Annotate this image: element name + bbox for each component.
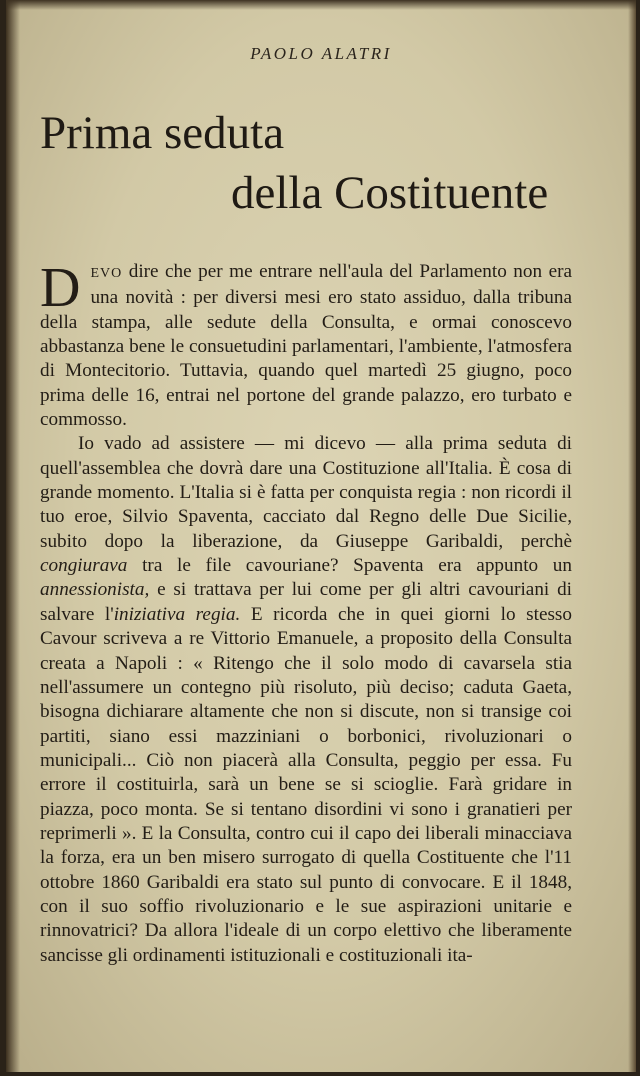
page-shadow-top bbox=[6, 0, 636, 10]
paragraph-2-text-c: e si trattava per lui come per gli altri cavouriani di salvare l' bbox=[40, 579, 572, 625]
paragraph-1-text: dire che per me entrare nell'aula del Parlamento non era una novità : per diversi mesi ero stato assiduo, dalla tribuna della stampa, alle sedute della Consulta, e ormai conoscevo abbastanza bene le consuetudini parlamentari, l'ambiente, l'atmosfera di Montecitorio. Tuttavia, quando quel martedì 25 giugno, poco prima delle 16, entrai nel portone del grande palazzo, ero turbato e commosso. bbox=[40, 261, 572, 431]
paragraph-2 bbox=[40, 432, 572, 968]
book-page bbox=[6, 0, 636, 1072]
article-body bbox=[40, 257, 572, 968]
paragraph-1 bbox=[40, 257, 572, 432]
page-shadow-left bbox=[6, 0, 20, 1072]
page-shadow-right bbox=[628, 0, 636, 1072]
drop-cap: D bbox=[40, 257, 81, 319]
paragraph-2-italic-1: congiurava bbox=[40, 555, 128, 577]
paragraph-1-lead: EVO bbox=[90, 266, 123, 281]
article-title-line-1: Prima seduta bbox=[40, 107, 285, 159]
paragraph-2-text-d: E ricorda che in quei giorni lo stesso Cavour scriveva a re Vittorio Emanuele, a proposito della Consulta creata a Napoli : « Ritengo che il solo modo di cavarsela stia nell'assumere un contegno più risoluto, più deciso; caduta Gaeta, bisogna dichiarare altamente che non si discute, non si transige coi partiti, siano essi mazziniani o borbonici, rivoluzionari o municipali... Ciò non piacerà alla Consulta, peggio per essa. Fu errore il costituirla, sarà un bene se si scioglie. Farà gridare in piazza, poco monta. Se si tentano disordini vi sono i granatieri per reprimerli ». E la Consulta, contro cui il capo dei liberali minacciava la forza, era un ben misero surrogato di quella Costituente che l'11 ottobre 1860 Garibaldi era stato sul punto di convocare. E il 1848, con il suo soffio rivoluzionario e le sue aspirazioni unitarie e rinnovatrici? Da allora l'ideale di un corpo elettivo che liberamente sancisse gli ordinamenti istituzionali e costituzionali ita- bbox=[40, 603, 572, 966]
article-title-line-2: della Costituente bbox=[231, 167, 549, 219]
paragraph-2-italic-3: iniziativa regia. bbox=[113, 603, 241, 625]
paragraph-2-text-b: tra le file cavouriane? Spaventa era appunto un bbox=[127, 555, 572, 577]
paragraph-2-italic-2: annessionista, bbox=[40, 579, 150, 601]
paragraph-2-text-a: Io vado ad assistere — mi dicevo — alla prima seduta di quell'assemblea che dovrà dare una Costituzione all'Italia. È cosa di grande momento. L'Italia si è fatta per conquista regia : non ricordi il tuo eroe, Silvio Spaventa, cacciato dal Regno delle Due Sicilie, subito dopo la liberazione, da Giuseppe Garibaldi, perchè bbox=[40, 433, 572, 552]
running-head: PAOLO ALATRI bbox=[250, 44, 392, 63]
